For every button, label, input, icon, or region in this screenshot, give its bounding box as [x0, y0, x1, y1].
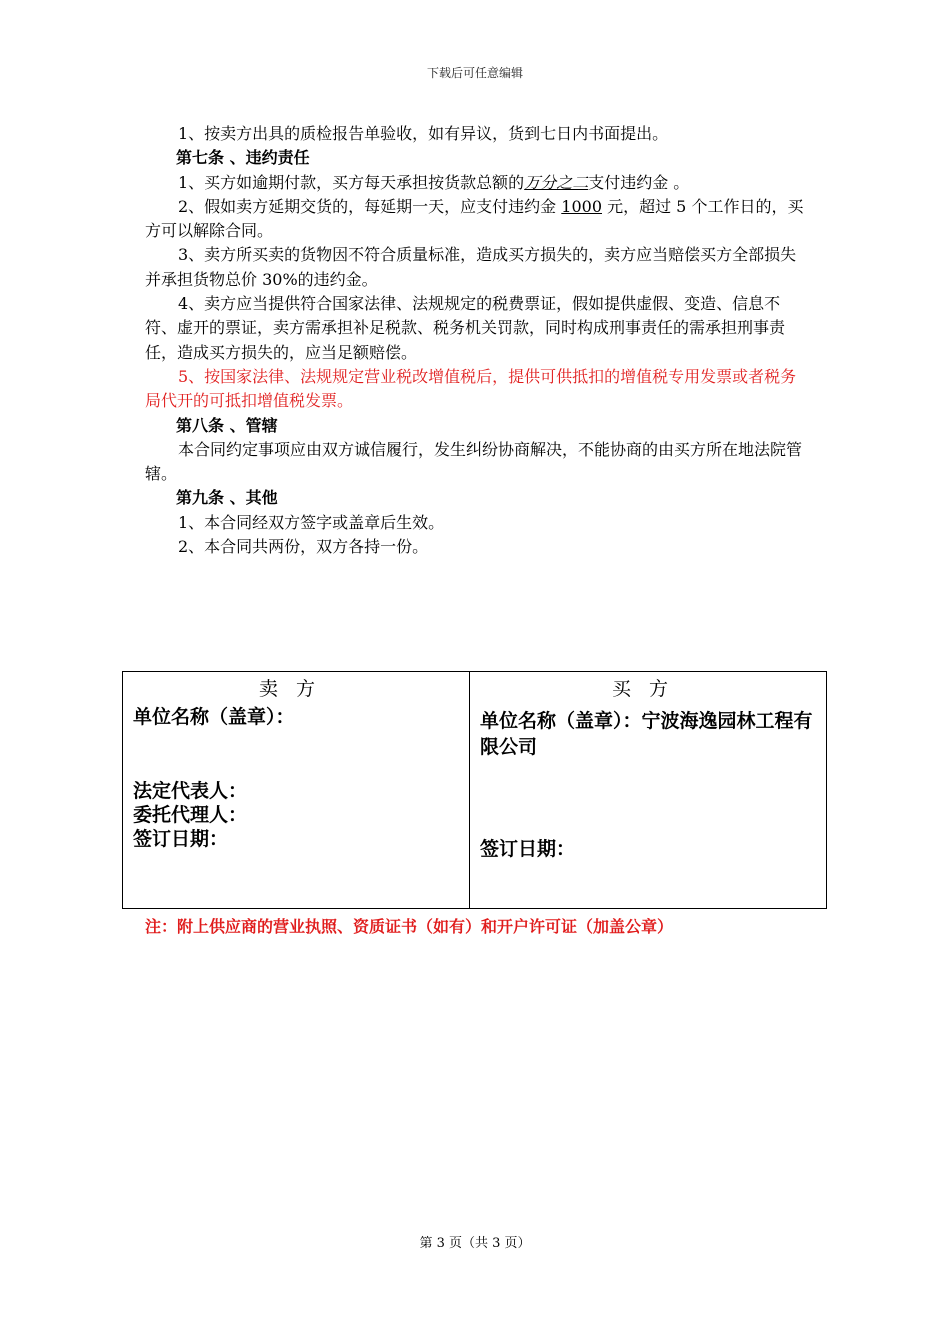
underlined-value: 1000 [561, 196, 602, 216]
section-heading: 第九条 、其他 [176, 488, 278, 508]
buyer-column [470, 672, 828, 908]
buyer-date-label: 签订日期： [480, 838, 576, 860]
clause-text: 本合同约定事项应由双方诚信履行，发生纠纷协商解决，不能协商的由买方所在地法院管辖。 [145, 439, 803, 484]
clause-text: 2、本合同共两份，双方各持一份。 [178, 537, 429, 557]
section-heading: 第八条 、管辖 [176, 415, 278, 435]
attachment-note: 注：附上供应商的营业执照、资质证书（如有）和开户许可证（加盖公章） [145, 917, 674, 936]
seller-title: 卖方 [258, 678, 333, 700]
seller-agent-label: 委托代理人： [133, 804, 248, 826]
section-heading: 第七条 、违约责任 [176, 148, 310, 168]
clause-text: 3、卖方所买卖的货物因不符合质量标准，造成买方损失的，卖方应当赔偿买方全部损失并承担货物总价 30%的违约金。 [145, 245, 797, 289]
page-number: 第 3 页（共 3 页） [419, 1236, 531, 1251]
clause-text-part: 元，超过 5 个工作日的，买方可以解除合同。 [145, 196, 804, 241]
buyer-title: 买方 [611, 678, 686, 700]
seller-unit-label: 单位名称（盖章）： [133, 706, 295, 728]
clause-text: 4、卖方应当提供符合国家法律、法规规定的税费票证，假如提供虚假、变造、信息不符、虚开的票证，卖方需承担补足税款、税务机关罚款，同时构成刑事责任的需承担刑事责任，造成买方损失的，应当足额赔偿。 [145, 294, 786, 362]
clause-text [145, 195, 807, 244]
clause-text: 1、本合同经双方签字或盖章后生效。 [178, 512, 445, 532]
contract-body [145, 122, 807, 559]
clause-text-part: 2、假如卖方延期交货的，每延期一天，应支付违约金 [178, 196, 562, 216]
seller-date-label: 签订日期： [133, 828, 229, 850]
clause-text-part: 1、买方如逾期付款，买方每天承担按货款总额的 [178, 172, 525, 192]
signature-table [122, 671, 827, 909]
underlined-value: 万分之二 [524, 172, 589, 192]
seller-column [123, 672, 470, 908]
buyer-unit-label: 单位名称（盖章）：宁波海逸园林工程有限公司 [480, 710, 813, 758]
clause-text-highlighted: 5、按国家法律、法规规定营业税改增值税后，提供可供抵扣的增值税专用发票或者税务局代开的可抵扣增值税发票。 [145, 366, 797, 411]
clause-text: 1、按卖方出具的质检报告单验收，如有异议，货到七日内书面提出。 [178, 124, 669, 143]
clause-text-part: 支付违约金 。 [588, 172, 690, 192]
seller-legal-rep-label: 法定代表人： [133, 780, 248, 802]
page-header: 下载后可任意编辑 [426, 66, 523, 80]
clause-text [145, 171, 807, 195]
